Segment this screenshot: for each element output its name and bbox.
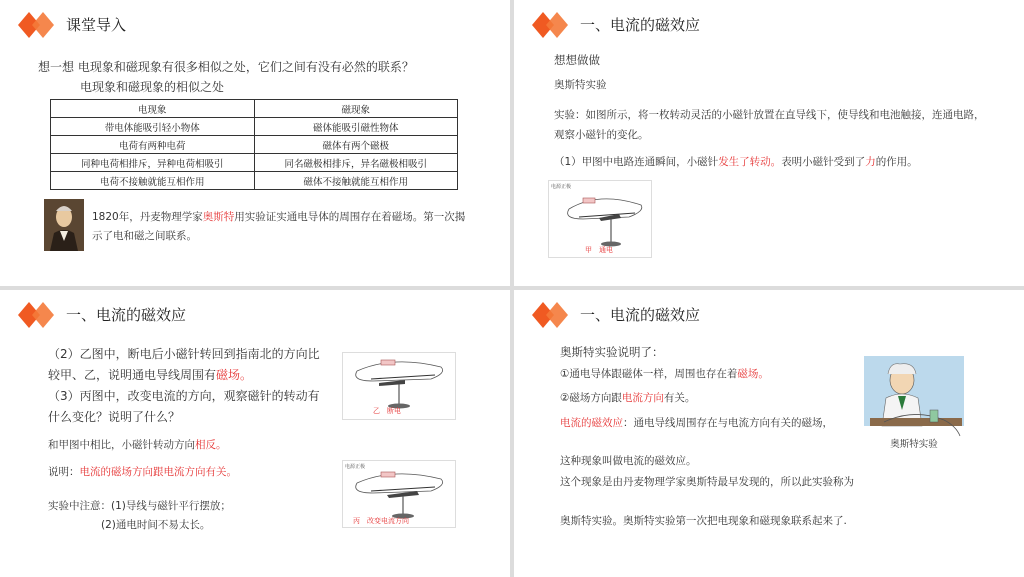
table-cell: 电荷有两种电荷: [51, 136, 255, 154]
table-cell: 磁体有两个磁极: [254, 136, 458, 154]
figure-label: 甲 通电: [585, 246, 613, 254]
figure-label: 乙 断电: [373, 407, 401, 415]
figure-corner-label: 电源正极: [345, 464, 366, 470]
table-cell: 同种电荷相排斥，异种电荷相吸引: [51, 154, 255, 172]
table-row: [51, 154, 458, 172]
table-row: [51, 136, 458, 154]
history-text: [92, 208, 472, 247]
definition-text: [560, 414, 833, 434]
oersted-cartoon: [864, 356, 964, 450]
figure-corner-label: 电源正极: [551, 184, 572, 190]
diamond-logo-icon: [18, 300, 58, 330]
table-row: [51, 172, 458, 190]
diamond-logo-icon: [18, 10, 58, 40]
oersted-portrait: [44, 199, 84, 251]
body-text: 这个现象是由丹麦物理学家奥斯特最早发现的，所以此实验称为: [560, 476, 854, 488]
highlight-text: 磁场。: [737, 368, 769, 380]
table-cell: 同名磁极相排斥，异名磁极相吸引: [254, 154, 458, 172]
caution-text: 实验中注意：(1)导线与磁针平行摆放；: [48, 500, 231, 512]
oersted-name: 奥斯特: [202, 211, 235, 223]
question-1-text: [554, 153, 1004, 173]
figure-label: 丙 改变电流方向: [353, 517, 409, 525]
body-text: 奥斯特实验。奥斯特实验第一次把电现象和磁现象联系起来了.: [560, 515, 847, 527]
question-2-text: [48, 344, 328, 386]
highlight-text: 发生了转动。: [718, 156, 782, 168]
slide-magnetic-effect-1: [514, 0, 1024, 286]
question-text: 想一想 电现象和磁现象有很多相似之处，它们之间有没有必然的联系？: [38, 60, 414, 74]
table-header-row: [51, 100, 458, 118]
heading-text: 想想做做: [554, 53, 600, 67]
text-part: ①通电导体跟磁体一样，周围也存在着: [560, 368, 738, 380]
text-part: 的作用。: [875, 156, 918, 168]
slide-title: 一、电流的磁效应: [580, 306, 701, 324]
question-3-text: （3）丙图中，改变电流的方向，观察磁针的转动有什么变化？说明了什么？: [48, 389, 320, 424]
subtitle-text: 电现象和磁现象的相似之处: [80, 80, 225, 94]
slide-title: 课堂导入: [66, 16, 127, 34]
slide-title: 一、电流的磁效应: [66, 306, 187, 324]
highlight-text: 电流的磁效应: [560, 417, 623, 429]
text-part: 和甲图中相比，小磁针转动方向: [48, 439, 195, 451]
text-part: 说明：: [48, 466, 80, 478]
heading-text: 奥斯特实验说明了：: [560, 345, 664, 359]
answer-text: [48, 436, 227, 456]
highlight-text: 磁场。: [216, 368, 253, 382]
note-text: [48, 463, 237, 483]
figure-a: [548, 180, 652, 258]
diamond-logo-icon: [532, 300, 572, 330]
slide-intro: [0, 0, 510, 286]
table-cell: 电荷不接触就能互相作用: [51, 172, 255, 190]
text-part: 表明小磁针受到了: [781, 156, 866, 168]
point-1-text: [560, 365, 769, 385]
table-cell: 磁体不接触就能互相作用: [254, 172, 458, 190]
history-text-part: 1820年，丹麦物理学家: [92, 211, 203, 223]
table-row: [51, 118, 458, 136]
slide-title: 一、电流的磁效应: [580, 16, 701, 34]
text-part: 有关。: [663, 392, 696, 404]
table-header: 磁现象: [254, 100, 458, 118]
image-caption: 奥斯特实验: [890, 439, 938, 450]
highlight-text: 相反。: [195, 439, 227, 451]
text-part: （2）乙图中，断电后小磁针转回到指南北的方向比较甲、乙，说明通电导线周围有: [48, 347, 320, 382]
table-cell: 磁体能吸引磁性物体: [254, 118, 458, 136]
experiment-text: 实验：如图所示，将一枚转动灵活的小磁针放置在直导线下，使导线和电池触接，连通电路，观察小磁针的变化。: [554, 109, 985, 141]
diamond-logo-icon: [532, 10, 572, 40]
text-part: ：通电导线周围存在与电流方向有关的磁场，: [623, 417, 833, 429]
comparison-table: [50, 99, 458, 190]
history-text-part: 用实验证实通电导体的周围存在着磁场。第一次揭示了电和磁之间联系。: [92, 211, 466, 243]
figure-b: [342, 352, 456, 420]
figure-c: [342, 460, 456, 528]
table-header: 电现象: [51, 100, 255, 118]
slide-magnetic-effect-3: [514, 290, 1024, 577]
caution-text: (2)通电时间不易太长。: [101, 519, 211, 531]
highlight-text: 电流方向: [621, 392, 664, 404]
text-part: （1）甲图中电路连通瞬间，小磁针: [554, 156, 719, 168]
subheading-text: 奥斯特实验: [554, 79, 607, 91]
highlight-text: 力: [865, 156, 876, 168]
text-part: ②磁场方向跟: [560, 392, 622, 404]
highlight-text: 电流的磁场方向跟电流方向有关。: [79, 466, 237, 478]
table-cell: 带电体能吸引轻小物体: [51, 118, 255, 136]
point-2-text: [560, 389, 695, 409]
body-text: 这种现象叫做电流的磁效应。: [560, 455, 697, 467]
slide-magnetic-effect-2: [0, 290, 510, 577]
